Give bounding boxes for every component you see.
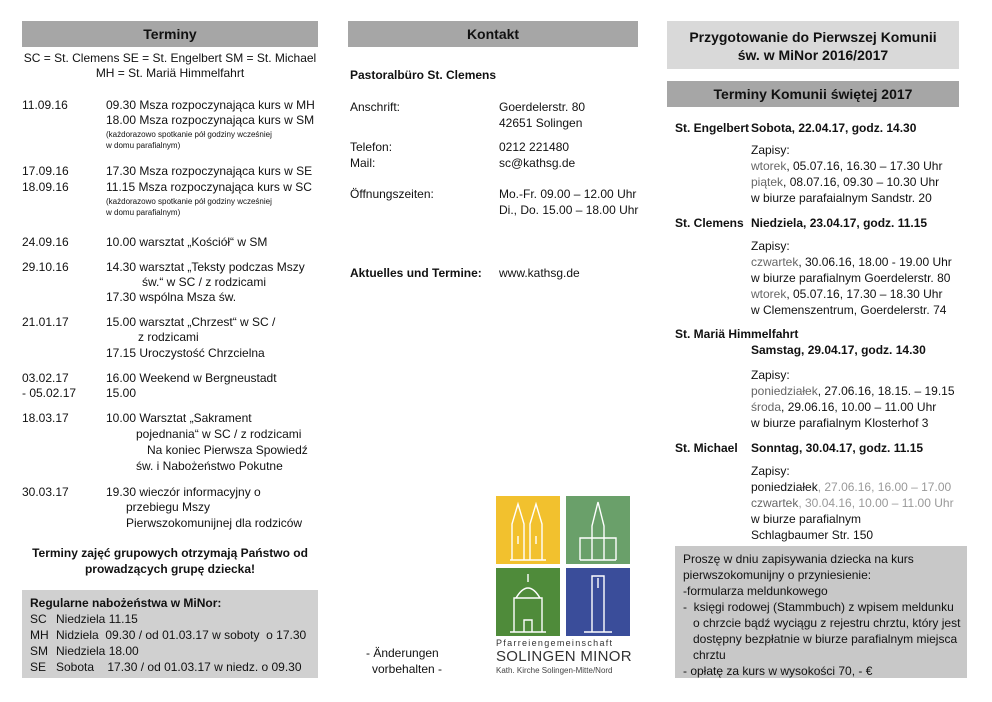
event-line: 17.30 wspólna Msza św. (106, 290, 237, 304)
office-name: Pastoralbüro St. Clemens (350, 68, 497, 82)
regular-services-title: Regularne nabożeństwa w MiNor: (30, 596, 222, 610)
parish-date: Sonntag, 30.04.17, godz. 11.15 (751, 441, 924, 455)
regular-text: Niedziela 11.15 (56, 612, 138, 626)
signup-line: czwartek, 30.06.16, 18.00 - 19.00 Uhr (751, 255, 952, 269)
news-label: Aktuelles und Termine: (350, 266, 482, 280)
logo-tile-darkgreen (496, 568, 560, 636)
communion-dates-header: Terminy Komunii świętej 2017 (667, 81, 959, 107)
address-line-1: Goerdelerstr. 80 (499, 100, 586, 114)
signup-line: w biurze parafialnym Klosterhof 3 (751, 416, 929, 430)
page-title-1: Przygotowanie do Pierwszej Komunii (689, 29, 937, 45)
logo-tile-green (566, 496, 630, 564)
signup-line: wtorek, 05.07.16, 16.30 – 17.30 Uhr (751, 159, 943, 173)
church-icon (496, 496, 560, 564)
zapisy-label: Zapisy: (751, 368, 790, 382)
regular-services-box (22, 590, 318, 678)
signup-line: Schlagbaumer Str. 150 (751, 528, 874, 542)
documents-line: - księgi rodowej (Stammbuch) z wpisem meldunku (683, 600, 954, 614)
event-note: w domu parafialnym) (106, 208, 181, 217)
event-line: 14.30 warsztat „Teksty podczas Mszy (106, 260, 305, 274)
parish-date: Sobota, 22.04.17, godz. 14.30 (751, 121, 917, 135)
event-line: 17.30 Msza rozpoczynająca kurs w SE (106, 164, 313, 178)
logo-name: SOLINGEN MINOR (496, 648, 632, 665)
signup-line: w biurze parafialnym (751, 512, 862, 526)
changes-note-1: - Änderungen (366, 646, 439, 660)
signup-line: środa, 29.06.16, 10.00 – 11.00 Uhr (751, 400, 937, 414)
regular-text: Nidziela 09.30 / od 01.03.17 w soboty o 17.30 (56, 628, 307, 642)
regular-text: Sobota 17.30 / od 01.03.17 w niedz. o 09.30 (56, 660, 302, 674)
documents-line: chrztu (683, 648, 726, 662)
event-date: 21.01.17 (22, 315, 69, 329)
title-box (667, 21, 959, 69)
church-tower-icon (566, 496, 630, 564)
modern-tower-icon (566, 568, 630, 636)
event-line: 18.00 Msza rozpoczynająca kurs w SM (106, 113, 315, 127)
zapisy-label: Zapisy: (751, 239, 790, 253)
parish-name: St. Mariä Himmelfahrt (675, 327, 799, 341)
event-date: 24.09.16 (22, 235, 69, 249)
parish-name: St. Engelbert (675, 121, 750, 135)
event-date: 29.10.16 (22, 260, 69, 274)
documents-line: o chrzcie bądź wyciągu z rejestru chrztu, który jest (683, 616, 961, 630)
changes-note-2: vorbehalten - (372, 662, 443, 676)
event-line: 09.30 Msza rozpoczynająca kurs w MH (106, 98, 315, 112)
signup-line: w biurze parafialnym Goerdelerstr. 80 (751, 271, 951, 285)
hours-line-2: Di., Do. 15.00 – 18.00 Uhr (499, 203, 639, 217)
documents-box (675, 546, 967, 678)
documents-line: dostępny bezpłatnie w biurze parafialnym miejsca (683, 632, 958, 646)
phone-value: 0212 221480 (499, 140, 570, 154)
signup-line: poniedziałek, 27.06.16, 18.15. – 19.15 (751, 384, 955, 398)
event-date: 17.09.16 (22, 164, 69, 178)
page-title-2: św. w MiNor 2016/2017 (737, 47, 889, 63)
event-date: 30.03.17 (22, 485, 69, 499)
event-line: 15.00 (106, 386, 137, 400)
signup-line: piątek, 08.07.16, 09.30 – 10.30 Uhr (751, 175, 940, 189)
documents-line: Proszę w dniu zapisywania dziecka na kurs (683, 552, 914, 566)
event-line: 17.15 Uroczystość Chrzcielna (106, 346, 265, 360)
parish-name: St. Clemens (675, 216, 744, 230)
signup-line: poniedziałek, 27.06.16, 16.00 – 17.00 (751, 480, 952, 494)
legend-line-1: SC = St. Clemens SE = St. Engelbert SM = St. Michael (23, 51, 317, 65)
signup-line: wtorek, 05.07.16, 17.30 – 18.30 Uhr (751, 287, 943, 301)
parish-date: Niedziela, 23.04.17, godz. 11.15 (751, 216, 928, 230)
regular-code: SM (30, 644, 48, 658)
logo-tile-yellow (496, 496, 560, 564)
documents-line: - opłatę za kurs w wysokości 70, - € (683, 664, 873, 678)
news-link[interactable]: www.kathsg.de (499, 266, 580, 280)
regular-text: Niedziela 18.00 (56, 644, 139, 658)
regular-code: MH (30, 628, 49, 642)
logo-sub-text: Kath. Kirche Solingen-Mitte/Nord (496, 666, 613, 675)
event-line: przebiegu Mszy (126, 500, 211, 514)
event-date: 03.02.17 (22, 371, 69, 385)
parish-date: Samstag, 29.04.17, godz. 14.30 (751, 343, 926, 357)
event-note: (każdorazowo spotkanie pół godziny wcześniej (106, 130, 272, 139)
signup-line: w biurze parafaialnym Sandstr. 20 (751, 191, 932, 205)
regular-code: SC (30, 612, 47, 626)
event-line: 16.00 Weekend w Bergneustadt (106, 371, 277, 385)
address-line-2: 42651 Solingen (499, 116, 583, 130)
zapisy-label: Zapisy: (751, 143, 790, 157)
event-line: 11.15 Msza rozpoczynająca kurs w SC (106, 180, 312, 194)
event-line: 10.00 Warsztat „Sakrament (106, 411, 252, 425)
documents-line: pierwszokomunijny o przyniesienie: (683, 568, 872, 582)
legend-line-2: MH = St. Mariä Himmelfahrt (95, 66, 245, 80)
event-date: 18.03.17 (22, 411, 69, 425)
documents-line: -formularza meldunkowego (683, 584, 828, 598)
event-line: 15.00 warsztat „Chrzest“ w SC / (106, 315, 276, 329)
event-line: 19.30 wieczór informacyjny o (106, 485, 261, 499)
event-date: 11.09.16 (22, 98, 68, 112)
event-note: w domu parafialnym) (106, 141, 181, 150)
chapel-icon (496, 568, 560, 636)
event-line: Na koniec Pierwsza Spowiedź (147, 443, 308, 457)
mail-label: Mail: (350, 156, 376, 170)
event-line: św.“ w SC / z rodzicami (142, 275, 267, 289)
hours-line-1: Mo.-Fr. 09.00 – 12.00 Uhr (499, 187, 637, 201)
event-date-end: - 05.02.17 (22, 386, 77, 400)
zapisy-label: Zapisy: (751, 464, 790, 478)
phone-label: Telefon: (350, 140, 393, 154)
signup-line: w Clemenszentrum, Goerdelerstr. 74 (751, 303, 947, 317)
logo-tile-blue (566, 568, 630, 636)
event-date: 18.09.16 (22, 180, 69, 194)
logo-top-text: Pfarreiengemeinschaft (496, 638, 614, 648)
group-note-2: prowadzących grupę dziecka! (84, 562, 256, 576)
signup-line: czwartek, 30.04.16, 10.00 – 11.00 Uhr (751, 496, 954, 510)
event-line: pojednania“ w SC / z rodzicami (136, 427, 302, 441)
event-line: Pierwszokomunijnej dla rodziców (126, 516, 303, 530)
group-note-1: Terminy zajęć grupowych otrzymają Państwo od (32, 546, 308, 560)
kontakt-header: Kontakt (348, 21, 638, 47)
regular-code: SE (30, 660, 47, 674)
parish-name: St. Michael (675, 441, 738, 455)
event-line: 10.00 warsztat „Kościół“ w SM (106, 235, 268, 249)
address-label: Anschrift: (350, 100, 401, 114)
hours-label: Öffnungszeiten: (350, 187, 434, 201)
event-line: z rodzicami (138, 330, 199, 344)
mail-link[interactable]: sc@kathsg.de (499, 156, 576, 170)
event-note: (każdorazowo spotkanie pół godziny wcześniej (106, 197, 272, 206)
terminy-header: Terminy (22, 21, 318, 47)
event-line: św. i Nabożeństwo Pokutne (136, 459, 283, 473)
